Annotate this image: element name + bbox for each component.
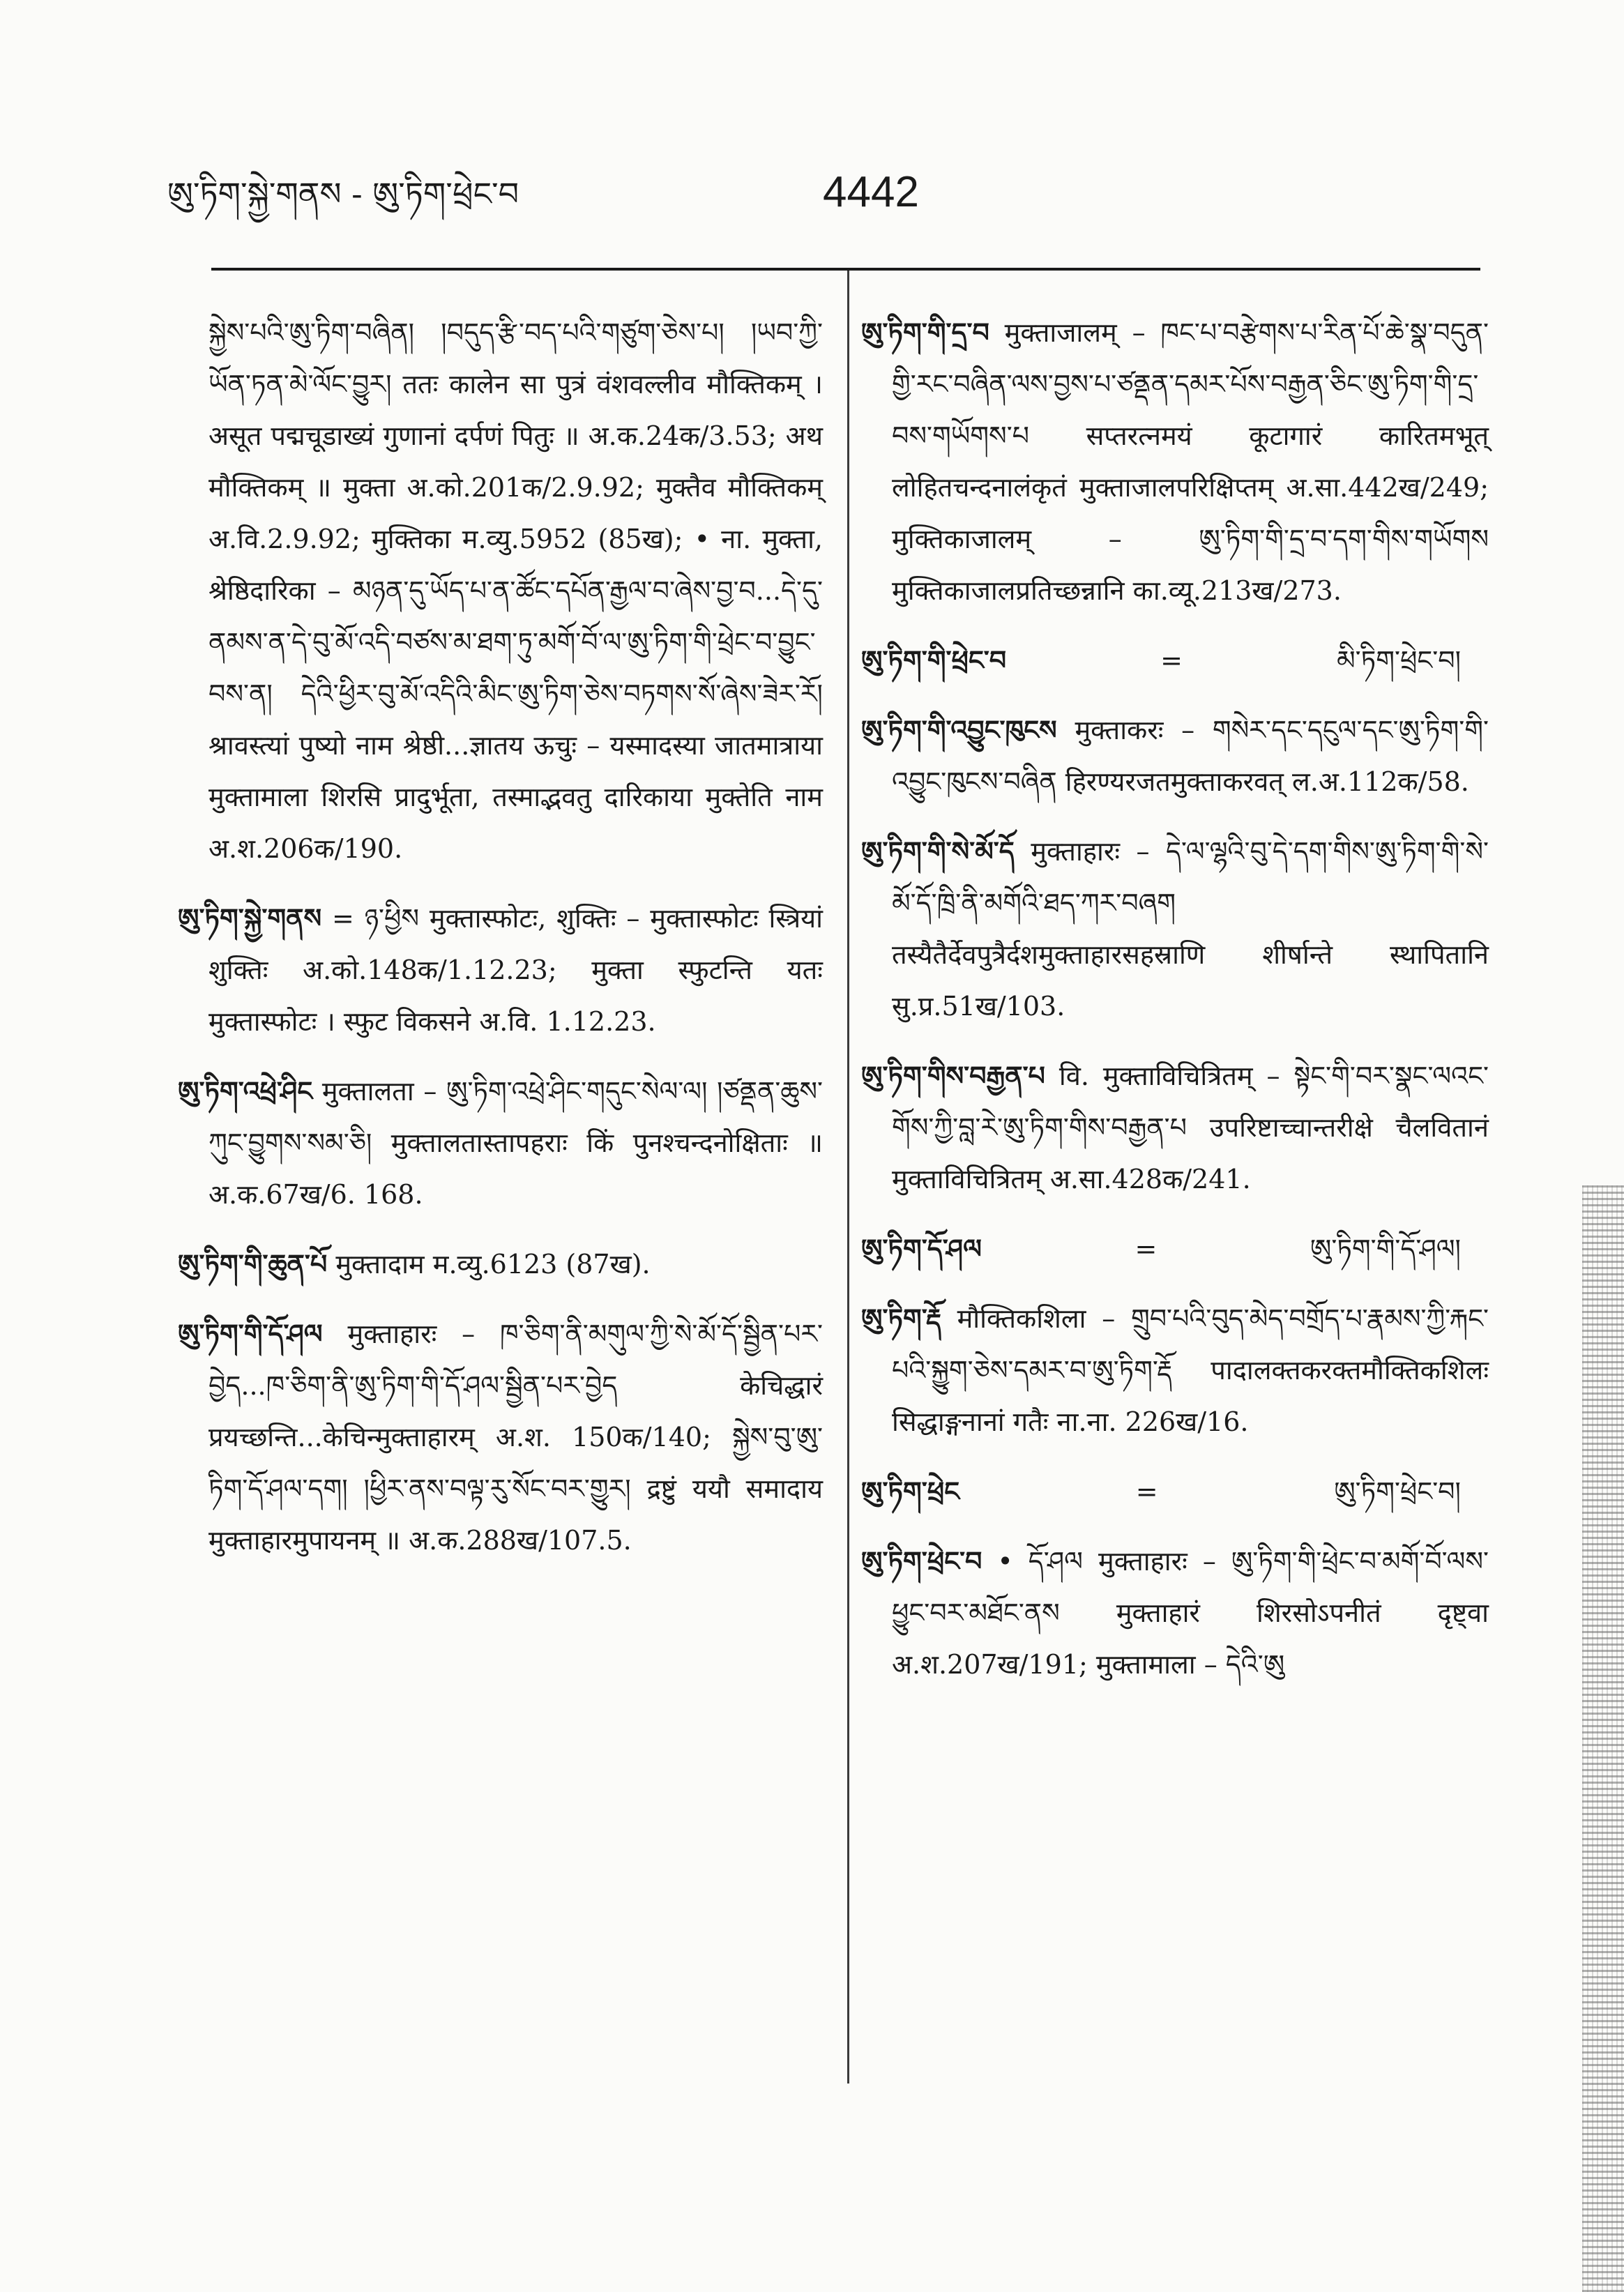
entry-text: मुक्ताजालम् – ཁང་པ་བརྩེགས་པ་རིན་པོ་ཆེ་སྣ་བདུན་གྱི་རང་བཞིན་ལས་བྱས་པ་ཙནྡན་དམར་པོས་བརྒྱན་ཅིང་ཨུ་ཏིག་གི་དྲ་བས་གཡོགས་པ सप्तरत्नमयं कूटागारं कारितमभूत् लोहितचन्दनालंकृतं मुक्ताजालपरिक्षिप्तम् अ.सा.442ख/249; मुक्तिकाजालम् – ཨུ་ཏིག་གི་དྲ་བ་དག་གིས་གཡོགས मुक्तिकाजालप्रतिच्छन्नानि का.व्यू.213ख/273.: [892, 317, 1489, 606]
entry-headword: ཨུ་ཏིག་གི་ཕྲེང་བ: [861, 644, 1007, 676]
entry-headword: ཨུ་ཏིག་སྐྱེ་གནས: [178, 902, 322, 934]
cross-reference-target: མི་ཏིག་ཕྲེང་བ།: [1336, 645, 1461, 676]
right-column: [861, 307, 1489, 1708]
entry-headword: ཨུ་ཏིག་གི་སེ་མོ་དོ: [861, 835, 1015, 867]
entry-headword: ཨུ་ཏིག་དོ་ཤལ: [861, 1233, 982, 1264]
entry-headword: ཨུ་ཏིག་ཕྲེང: [861, 1475, 960, 1507]
cross-reference-entry: [861, 1466, 1489, 1517]
equals-sign: =: [1135, 1476, 1158, 1507]
entry-headword: ཨུ་ཏིག་གི་དྲ་བ: [861, 317, 989, 348]
cross-reference-target: ཨུ་ཏིག་གི་དོ་ཤལ།: [1310, 1234, 1461, 1264]
running-head: ཨུ་ཏིག་སྐྱེ་གནས - ཨུ་ཏིག་ཕྲེང་བ: [167, 175, 519, 213]
entry-text: • དོ་ཤལ मुक्ताहारः – ཨུ་ཏིག་གི་ཕྲེང་བ་མགོ་བོ་ལས་ཕྱུང་བར་མཐོང་ནས मुक्ताहारं शिरसोऽपनीतं दृष्ट्वा अ.श.207ख/191; मुक्तामाला – དེའི་ཨུ: [892, 1546, 1489, 1680]
column-divider: [847, 271, 849, 2084]
entry-text: मौक्तिकशिला – གྲུབ་པའི་བུད་མེད་བགྲོད་པ་རྣམས་ཀྱི་རྐང་པའི་སྐྱུག་ཅེས་དམར་བ་ཨུ་ཏིག་རྡོ पादालक्तकरक्तमौक्तिकशिलः सिद्धाङ्गनानां गतैः ना.ना. 226ख/16.: [892, 1303, 1489, 1437]
dictionary-entry: [861, 704, 1489, 807]
entry-text: मुक्तालता – ཨུ་ཏིག་འཕྲེ་ཤིང་གདུང་སེལ་ལ། །ཙནྡན་ཆུས་ཀུང་བྱུགས་སམ་ཅི། मुक्तालतास्तापहराः किं पुनश्चन्दनोक्षिताः ॥ अ.क.67ख/6. 168.: [208, 1076, 823, 1210]
dictionary-entry: [861, 1050, 1489, 1205]
entry-text: = ཉ་ཕྱིས मुक्तास्फोटः, शुक्तिः – मुक्तास्फोटः स्त्रियां शुक्तिः अ.को.148क/1.12.23; मुक्ता स्फुटन्ति यतः मुक्तास्फोटः । स्फुट विकसने अ.वि. 1.12.23.: [208, 903, 823, 1037]
left-column: [178, 307, 823, 1584]
dictionary-entry: [178, 1308, 823, 1566]
dictionary-entry: [861, 1293, 1489, 1448]
entry-headword: ཨུ་ཏིག་གིས་བརྒྱན་པ: [861, 1060, 1045, 1091]
dictionary-entry: [861, 307, 1489, 616]
dictionary-entry: [178, 307, 823, 874]
cross-reference-target: ཨུ་ཏིག་ཕྲེང་བ།: [1334, 1476, 1461, 1507]
page-number: 4442: [823, 168, 919, 216]
entry-headword: ཨུ་ཏིག་གི་འབྱུང་ཁུངས: [861, 714, 1057, 745]
entry-headword: ཨུ་ཏིག་གི་ཆུན་པོ: [178, 1248, 328, 1280]
entry-headword: ཨུ་ཏིག་གི་དོ་ཤལ: [178, 1318, 323, 1349]
entry-text: मुक्तादाम म.व्यु.6123 (87ख).: [335, 1249, 651, 1280]
entry-text: སྐྱེས་པའི་ཨུ་ཏིག་བཞིན། །བདུད་རྩི་བད་པའི་གཙུག་ཅེས་པ། །ཡབ་ཀྱི་ཡོན་ཏན་མེ་ལོང་བྱུར། ततः कालेन सा पुत्रं वंशवल्लीव मौक्तिकम् । असूत पद्मचूडाख्यं गुणानां दर्पणं पितुः ॥ अ.क.24क/3.53; अथ मौक्तिकम् ॥ मुक्ता अ.को.201क/2.9.92; मुक्तैव मौक्तिकम् अ.वि.2.9.92; मुक्तिका म.व्यु.5952 (85ख); • ना. मुक्ता, श्रेष्ठिदारिका – མཉན་དུ་ཡོད་པ་ན་ཚོང་དཔོན་རྒྱལ་བ་ཞེས་བྱ་བ...དེ་དུ་ནམས་ན་དེ་བུ་མོ་འདི་བཙས་མ་ཐག་ཏུ་མགོ་བོ་ལ་ཨུ་ཏིག་གི་ཕྲེང་བ་བྱུང་བས་ན། དེའི་ཕྱིར་བུ་མོ་འདིའི་མིང་ཨུ་ཏིག་ཅེས་བཏགས་སོ་ཞེས་ཟེར་རོ། श्रावस्त्यां पुष्यो नाम श्रेष्ठी...ज्ञातय ऊचुः – यस्मादस्या जातमात्राया मुक्तामाला शिरसि प्रादुर्भूता, तस्माद्भवतु दारिकाया मुक्तेति नाम अ.श.206क/190.: [208, 317, 823, 864]
cross-reference-entry: [861, 635, 1489, 686]
entry-text: मुक्ताहारः – དེ་ལ་ལྷའི་བུ་དེ་དག་གིས་ཨུ་ཏིག་གི་སེ་མོ་དོ་ཁྲི་ནི་མགོའི་ཐད་ཀར་བཞག तस्यैतैर्देवपुत्रैर्दशमुक्ताहारसहस्राणि शीर्षान्ते स्थापितानि सु.प्र.51ख/103.: [892, 836, 1489, 1022]
entry-text: वि. मुक्ताविचित्रितम् – སྟེང་གི་བར་སྣང་ལའང་གོས་ཀྱི་བླ་རེ་ཨུ་ཏིག་གིས་བརྒྱན་པ उपरिष्टाच्चान्तरीक्षे चैलवितानं मुक्ताविचित्रितम् अ.सा.428क/241.: [892, 1061, 1489, 1194]
entry-headword: ཨུ་ཏིག་ཕྲེང་བ: [861, 1545, 982, 1577]
entry-headword: ཨུ་ཏིག་འཕྲེ་ཤིང: [178, 1075, 313, 1107]
dictionary-entry: [178, 1238, 823, 1290]
entry-headword: ཨུ་ཏིག་རྡོ: [861, 1303, 941, 1334]
dictionary-entry: [178, 1065, 823, 1220]
scan-edge-noise: [1582, 1185, 1624, 2292]
equals-sign: =: [1134, 1234, 1158, 1264]
equals-sign: =: [1160, 645, 1183, 676]
entry-text: मुक्ताकरः – གསེར་དང་དངུལ་དང་ཨུ་ཏིག་གི་འབྱུང་ཁུངས་བཞིན हिरण्यरजतमुक्ताकरवत् ल.अ.112क/58.: [892, 715, 1489, 797]
header-rule: [211, 268, 1480, 271]
entry-text: मुक्ताहारः – ཁ་ཅིག་ནི་མགུལ་ཀྱི་སེ་མོ་དོ་སྦྱིན་པར་བྱེད...ཁ་ཅིག་ནི་ཨུ་ཏིག་གི་དོ་ཤལ་སྦྱིན་པར་བྱེད केचिद्धारं प्रयच्छन्ति...केचिन्मुक्ताहारम् अ.श. 150क/140; སྐྱེས་བུ་ཨུ་ཏིག་དོ་ཤལ་དག། །ཕྱིར་ནས་བལྟ་རུ་སོང་བར་གྱུར། द्रष्टुं ययौ समादाय मुक्ताहारमुपायनम् ॥ अ.क.288ख/107.5.: [208, 1319, 823, 1556]
dictionary-entry: [178, 893, 823, 1047]
cross-reference-entry: [861, 1223, 1489, 1275]
dictionary-entry: [861, 826, 1489, 1032]
dictionary-entry: [861, 1535, 1489, 1690]
